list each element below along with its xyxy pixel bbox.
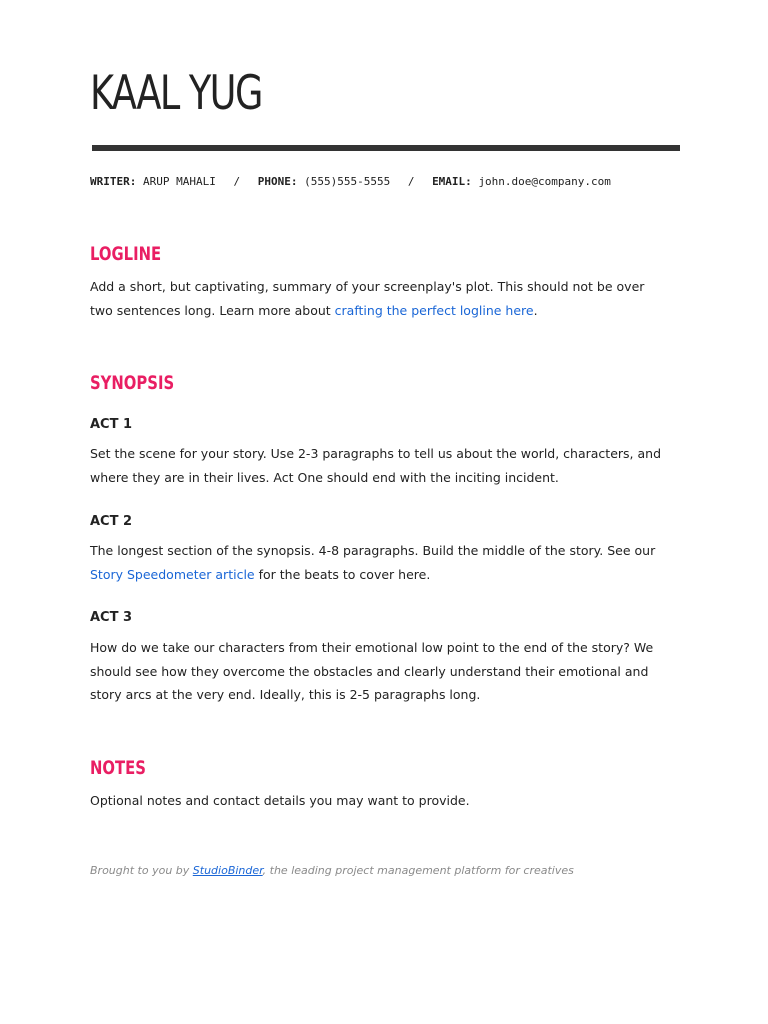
logline-text: Add a short, but captivating, summary of your screenplay's plot. This should not be over two sentences long. Learn more about — [90, 279, 645, 318]
synopsis-heading: SYNOPSIS — [90, 372, 175, 394]
act2-text: The longest section of the synopsis. 4-8 paragraphs. Build the middle of the story. See our — [90, 543, 656, 558]
act2-heading: ACT 2 — [90, 514, 133, 529]
contact-line — [90, 175, 611, 188]
logline-paragraph — [90, 275, 670, 322]
logline-text-end: . — [533, 302, 538, 318]
act3-heading: ACT 3 — [90, 610, 133, 625]
act1-paragraph: Set the scene for your story. Use 2-3 paragraphs to tell us about the world, characters, and where they are in their lives. Act One should end with the inciting incident. — [90, 446, 662, 485]
footer-text-end: , the leading project management platform for creatives — [262, 864, 574, 877]
logline-link[interactable]: crafting the perfect logline here — [334, 302, 534, 318]
act1-heading: ACT 1 — [90, 417, 133, 432]
notes-paragraph: Optional notes and contact details you may want to provide. — [90, 793, 470, 808]
phone-value: (555)555-5555 — [304, 175, 391, 188]
notes-heading: NOTES — [90, 757, 146, 779]
studiobinder-link[interactable]: StudioBinder — [192, 864, 263, 877]
footer-credit — [90, 864, 574, 877]
email-value: john.doe@company.com — [478, 175, 611, 188]
footer-text: Brought to you by — [90, 864, 193, 877]
document-title: KAAL YUG — [90, 66, 262, 121]
phone-label: PHONE: — [257, 175, 298, 188]
title-divider — [92, 145, 680, 151]
email-label: EMAIL: — [432, 175, 472, 188]
separator: / — [233, 175, 241, 188]
logline-heading: LOGLINE — [90, 243, 162, 265]
act2-paragraph — [90, 539, 670, 586]
act3-paragraph: How do we take our characters from their emotional low point to the end of the story? We should see how they overcome the obstacles and clearly understand their emotional and story arcs at the very end. Ideally, this is 2-5 paragraphs long. — [90, 640, 654, 702]
act2-text-end: for the beats to cover here. — [254, 566, 431, 582]
writer-value: ARUP MAHALI — [142, 175, 216, 188]
story-speedometer-link[interactable]: Story Speedometer article — [90, 566, 255, 582]
writer-label: WRITER: — [90, 175, 137, 188]
separator: / — [407, 175, 415, 188]
